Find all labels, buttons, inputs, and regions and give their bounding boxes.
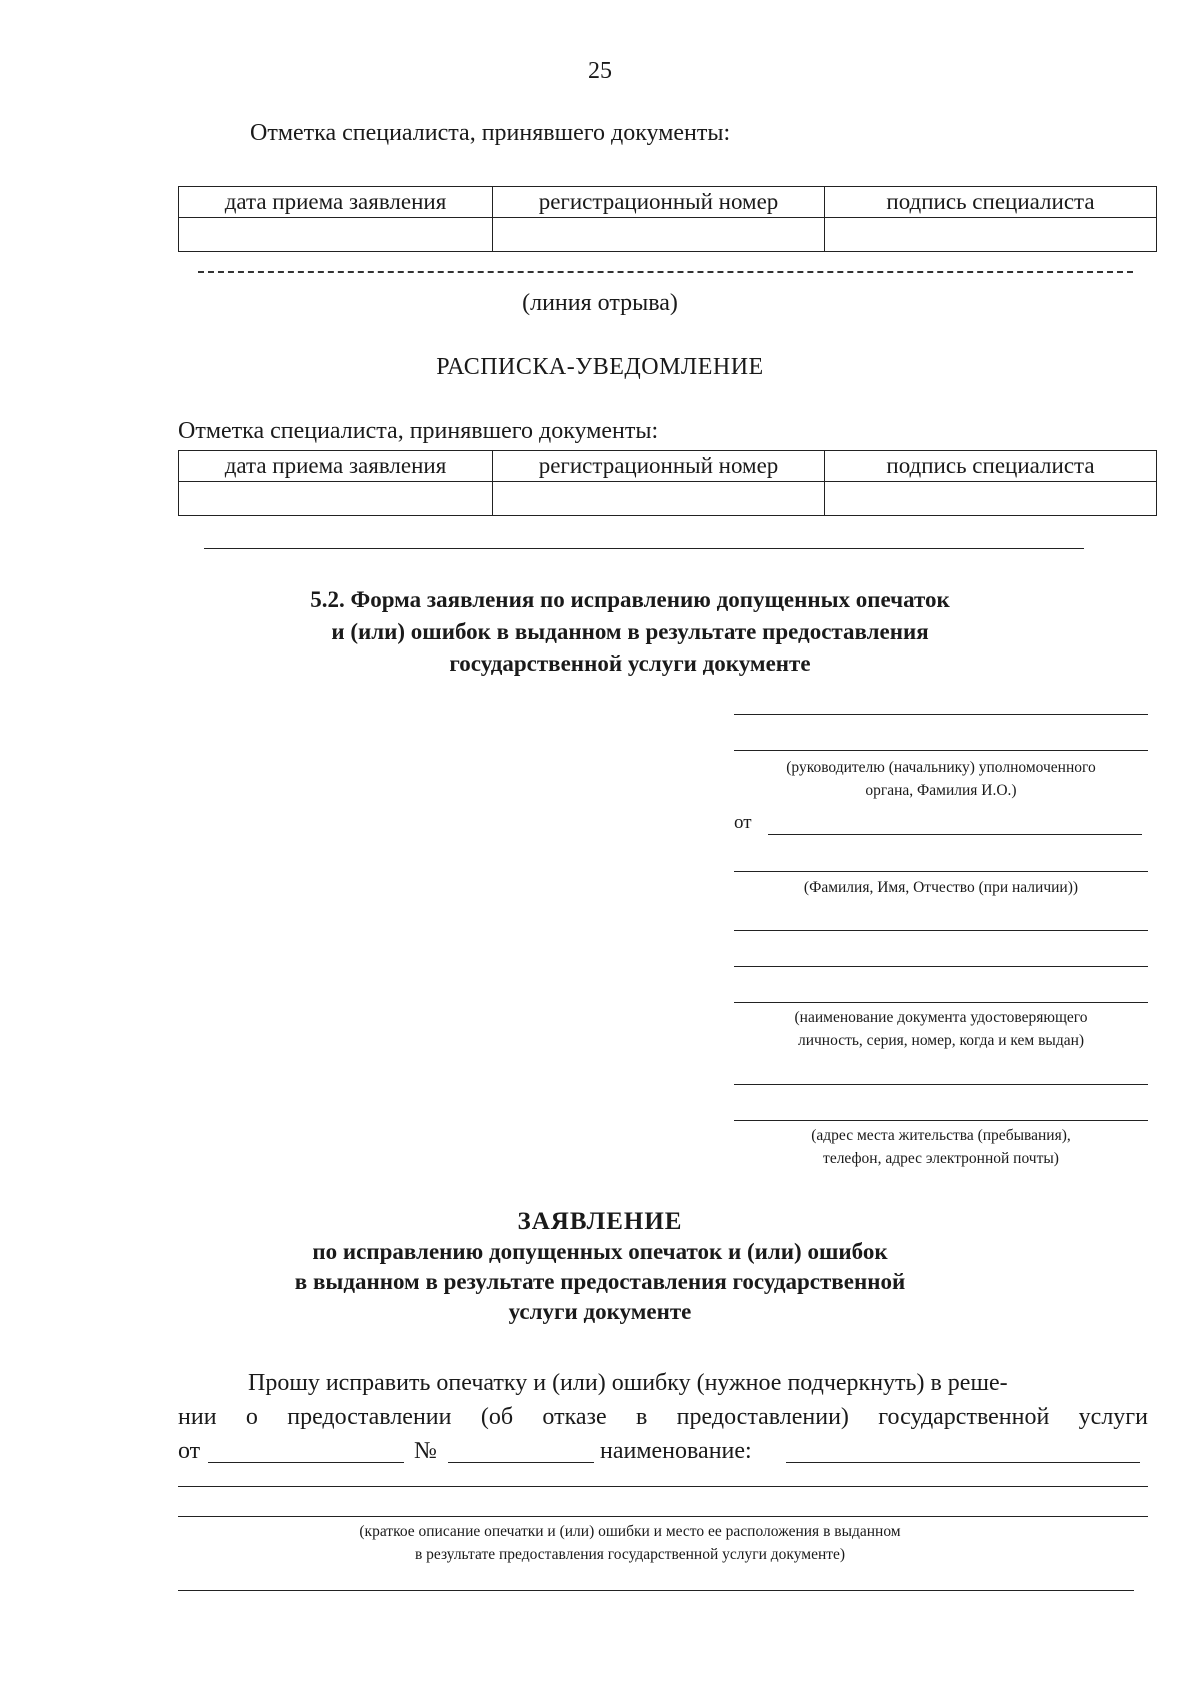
statement-from-label: от xyxy=(178,1438,201,1464)
id-document-line[interactable] xyxy=(734,1002,1148,1003)
caption-line: (краткое описание опечатки и (или) ошибки и место ее расположения в выданном xyxy=(359,1523,901,1540)
table-cell-reg-number[interactable] xyxy=(493,482,825,516)
statement-body-line: нии о предоставлении (об отказе в предоставлении) государственной услуги xyxy=(178,1404,1148,1430)
address-line[interactable] xyxy=(734,1084,1148,1085)
statement-subtitle-line: в выданном в результате предоставления государственной xyxy=(294,1269,906,1294)
addressee-line[interactable] xyxy=(734,714,1148,715)
table-cell-date[interactable] xyxy=(179,482,493,516)
statement-title-block xyxy=(0,1207,1200,1327)
decision-date-field[interactable] xyxy=(208,1462,404,1463)
section-title-line: государственной услуги документе xyxy=(449,651,811,676)
statement-subtitle-line: по исправлению допущенных опечаток и (или) ошибок xyxy=(312,1239,888,1264)
error-description-line[interactable] xyxy=(178,1590,1134,1591)
registration-table-top xyxy=(178,186,1157,252)
table-header-reg-number: регистрационный номер xyxy=(493,451,825,482)
caption-line: (адрес места жительства (пребывания), xyxy=(811,1127,1071,1144)
applicant-line[interactable] xyxy=(734,871,1148,872)
statement-name-label: наименование: xyxy=(600,1438,752,1464)
section-title xyxy=(200,584,1060,680)
section-divider xyxy=(204,548,1084,549)
decision-name-field[interactable] xyxy=(786,1462,1140,1463)
tear-line xyxy=(198,271,1133,273)
registration-table-receipt xyxy=(178,450,1157,516)
section-title-line: и (или) ошибок в выданном в результате предоставления xyxy=(331,619,929,644)
table-cell-date[interactable] xyxy=(179,218,493,252)
addressee-line[interactable] xyxy=(734,750,1148,751)
statement-number-label: № xyxy=(414,1438,437,1464)
address-line[interactable] xyxy=(734,1120,1148,1121)
tear-line-label: (линия отрыва) xyxy=(522,290,678,316)
table-header-date: дата приема заявления xyxy=(179,451,493,482)
caption-line: телефон, адрес электронной почты) xyxy=(823,1150,1059,1167)
caption-line: в результате предоставления государственной услуги документе) xyxy=(414,1546,846,1563)
table-cell-signature[interactable] xyxy=(825,482,1157,516)
table-cell-signature[interactable] xyxy=(825,218,1157,252)
table-header-signature: подпись специалиста xyxy=(825,187,1157,218)
id-document-caption xyxy=(734,1006,1148,1052)
specialist-mark-label: Отметка специалиста, принявшего документы: xyxy=(250,120,731,146)
caption-line: органа, Фамилия И.О.) xyxy=(865,782,1017,799)
statement-body-line: Прошу исправить опечатку и (или) ошибку (нужное подчеркнуть) в реше- xyxy=(248,1370,1008,1396)
name-caption: (Фамилия, Имя, Отчество (при наличии)) xyxy=(803,879,1079,896)
from-label: от xyxy=(734,812,752,833)
page-number: 25 xyxy=(588,58,612,84)
caption-line: личность, серия, номер, когда и кем выдан) xyxy=(797,1032,1085,1049)
error-description-caption xyxy=(300,1520,960,1566)
table-header-reg-number: регистрационный номер xyxy=(493,187,825,218)
receipt-title: РАСПИСКА-УВЕДОМЛЕНИЕ xyxy=(436,354,764,380)
table-cell-reg-number[interactable] xyxy=(493,218,825,252)
table-header-signature: подпись специалиста xyxy=(825,451,1157,482)
address-caption xyxy=(734,1124,1148,1170)
statement-subtitle-line: услуги документе xyxy=(508,1299,692,1324)
receipt-specialist-mark-label: Отметка специалиста, принявшего документы: xyxy=(178,418,659,444)
addressee-caption xyxy=(734,756,1148,802)
caption-line: (руководителю (начальнику) уполномоченного xyxy=(786,759,1096,776)
decision-number-field[interactable] xyxy=(448,1462,594,1463)
statement-title: ЗАЯВЛЕНИЕ xyxy=(517,1208,683,1235)
error-description-line[interactable] xyxy=(178,1486,1148,1487)
table-header-date: дата приема заявления xyxy=(179,187,493,218)
id-document-line[interactable] xyxy=(734,966,1148,967)
caption-line: (наименование документа удостоверяющего xyxy=(794,1009,1088,1026)
error-description-line[interactable] xyxy=(178,1516,1148,1517)
id-document-line[interactable] xyxy=(734,930,1148,931)
section-title-line: 5.2. Форма заявления по исправлению допущенных опечаток xyxy=(310,587,950,612)
applicant-line[interactable] xyxy=(768,834,1142,835)
